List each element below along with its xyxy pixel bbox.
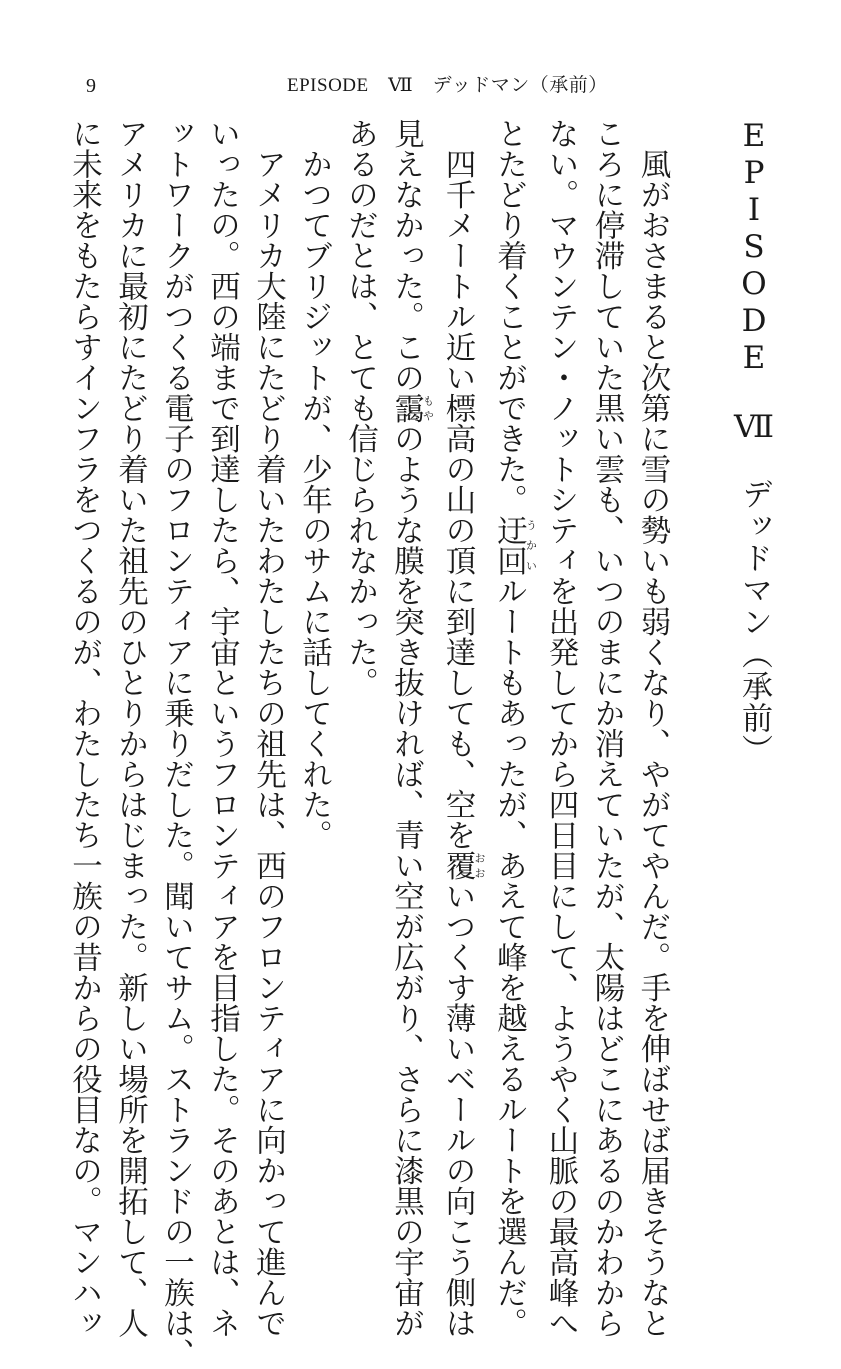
text-line: [486, 118, 538, 1338]
text-line: に未来をもたらすインフラをつくるのが、わたしたち一族の昔からの役目なの。マンハッ: [66, 118, 102, 1338]
text-line: 風がおさまると次第に雪の勢いも弱くなり、やがてやんだ。手を伸ばせば届きそうなと: [635, 118, 670, 1338]
text-segment: 四千メートル近い標高の山の頂に到達しても、空を: [440, 118, 475, 850]
text-segment: いつくす薄いベールの向こう側は: [440, 880, 475, 1338]
text-line: かつてブリジットが、少年のサムに話してくれた。: [296, 118, 332, 850]
text-line: ない。マウンテン・ノットシティを出発してから四日目にして、ようやく山脈の最高峰へ: [543, 118, 578, 1338]
text-line: [434, 118, 486, 1338]
page-number: 9: [86, 75, 96, 97]
text-segment: のような膜を突き抜ければ、青い空が広がり、さらに漆黒の宇宙が: [388, 423, 424, 1338]
chapter-title: EPISODE Ⅶ デッドマン（承前）: [736, 118, 772, 766]
ruby-annotation: 覆おお: [440, 850, 486, 881]
text-segment: 見えなかった。この: [388, 118, 424, 393]
ruby-annotation: 靄もや: [388, 392, 435, 423]
text-line: あるのだとは、とても信じられなかった。: [342, 118, 378, 698]
text-segment: ルートもあったが、あえて峰を越えるルートを選んだ。: [491, 575, 527, 1338]
text-segment: とたどり着くことができた。: [491, 118, 527, 515]
running-header: EPISODE Ⅶ デッドマン（承前）: [287, 75, 608, 96]
ruby-annotation: 迂回うかい: [491, 514, 538, 576]
text-line: アメリカ大陸にたどり着いたわたしたちの祖先は、西のフロンティアに向かって進んで: [250, 118, 286, 1338]
text-line: ットワークがつくる電子のフロンティアに乗りだした。聞いてサム。ストランドの一族は、: [158, 118, 194, 1369]
text-line: [383, 118, 435, 1338]
body-text: [61, 118, 778, 1369]
text-line: いったの。西の端まで到達したら、宇宙というフロンティアを目指した。そのあとは、ネ: [204, 118, 240, 1338]
text-line: アメリカに最初にたどり着いた祖先のひとりからはじまった。新しい場所を開拓して、人: [112, 118, 148, 1338]
text-line: ころに停滞していた黒い雲も、いつのまにか消えていたが、太陽はどこにあるのかわから: [589, 118, 624, 1338]
